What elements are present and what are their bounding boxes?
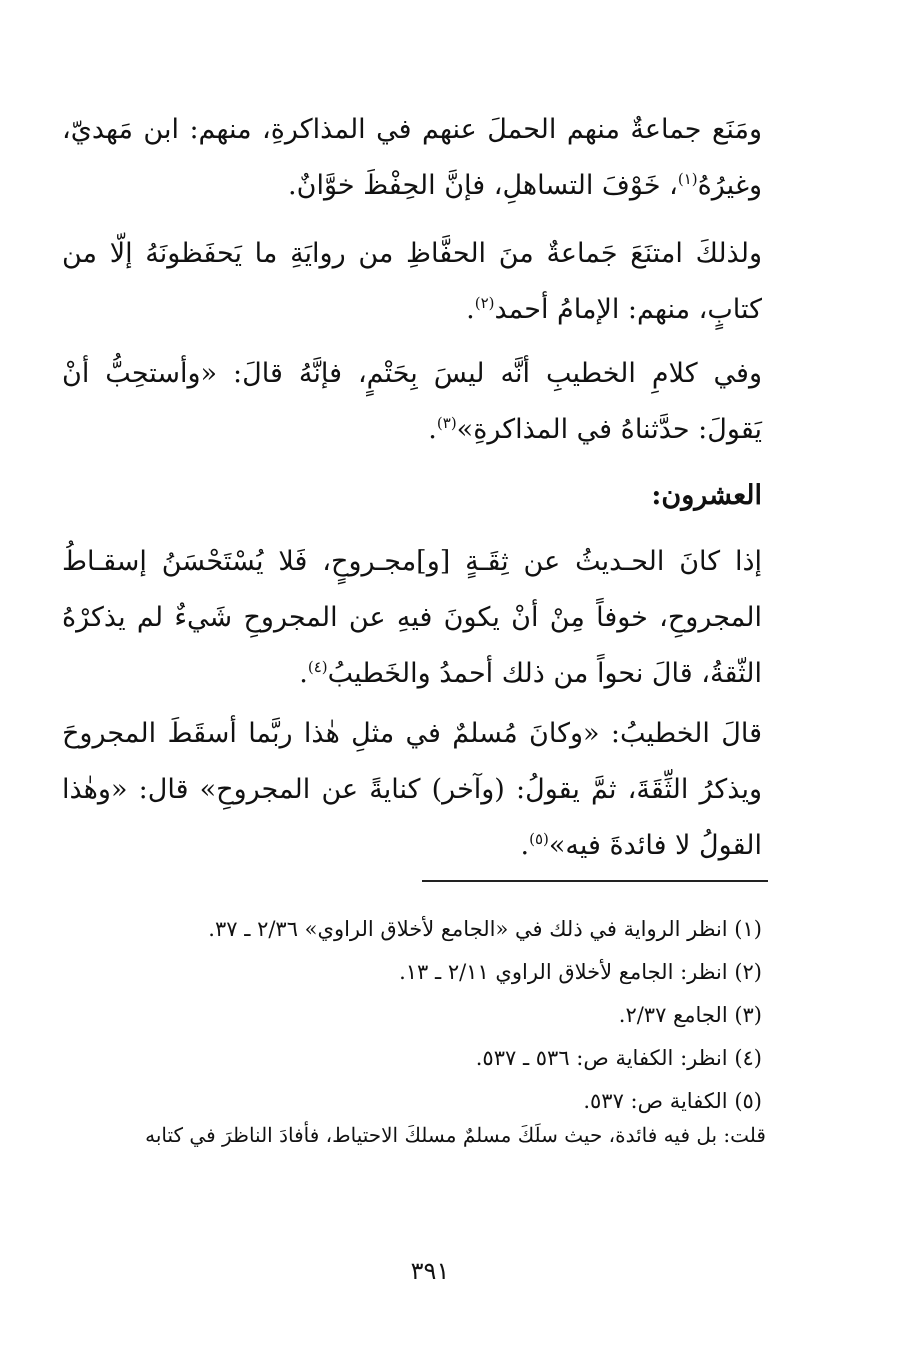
paragraph-tail: . [299, 658, 308, 689]
paragraph-tail: . [466, 294, 475, 325]
footnote-ref-4[interactable]: (٤) [307, 658, 328, 676]
footnote-ref-2[interactable]: (٢) [474, 294, 495, 312]
footnote-3: (٣) الجامع ٢/٣٧. [618, 1003, 762, 1027]
paragraph-4 [62, 534, 762, 702]
paragraph-tail: . [520, 830, 530, 861]
paragraph-text: ولذلكَ امتنَعَ جَماعةٌ منَ الحفَّاظِ من روايَةِ ما يَحفَظونَهُ إلّا من كتابٍ، منهم: الإمامُ أحمد [62, 238, 762, 325]
footnote-1: (١) انظر الرواية في ذلك في «الجامع لأخلاق الراوي» ٢/٣٦ ـ ٣٧. [208, 917, 762, 941]
paragraph-text: وفي كلامِ الخطيبِ أنَّه ليسَ بِحَتْمٍ، فإنَّهُ قالَ: «وأستحِبُّ أنْ يَقولَ: حدَّثناهُ في المذاكرةِ» [62, 358, 762, 445]
paragraph-text: ومَنَع جماعةٌ منهم الحملَ عنهم في المذاكرةِ، منهم: ابن مَهديّ، وغيرُهُ [62, 114, 762, 201]
paragraph-tail: ، خَوْفَ التساهلِ، فإنَّ الحِفْظَ خوَّانٌ. [288, 170, 678, 201]
paragraph-text: إذا كانَ الحـديثُ عن ثِقَـةٍ [و]مجـروحٍ، فَلا يُسْتَحْسَنُ إسقـاطُ المجروحِ، خوفاً مِنْ أنْ يكونَ فيهِ عن المجروحِ شَيءٌ لم يذكرْهُ الثّقةُ، قالَ نحواً من ذلك أحمدُ والخَطيبُ [62, 546, 762, 689]
footnote-5: (٥) الكفاية ص: ٥٣٧. [583, 1089, 762, 1113]
footnote-ref-1[interactable]: (١) [677, 170, 698, 188]
paragraph-1 [62, 102, 762, 214]
section-heading: العشرون: [651, 480, 762, 511]
footnote-4: (٤) انظر: الكفاية ص: ٥٣٦ ـ ٥٣٧. [475, 1046, 762, 1070]
footnote-ref-3[interactable]: (٣) [436, 414, 457, 432]
paragraph-3 [62, 346, 762, 458]
paragraph-5 [62, 706, 762, 874]
paragraph-text: قالَ الخطيبُ: «وكانَ مُسلمٌ في مثلِ هٰذا ربَّما أسقَطَ المجروحَ ويذكرُ الثِّقَةَ، ثمَّ يقولُ: (وآخر) كنايةً عن المجروحِ» قال: «وهٰذا القولُ لا فائدةَ فيه» [62, 718, 762, 861]
paragraph-2 [62, 226, 762, 338]
footnotes-list [62, 908, 766, 1153]
footnote-ref-5[interactable]: (٥) [529, 830, 549, 848]
footnote-continuation: قلت: بل فيه فائدة، حيث سلَكَ مسلمٌ مسلكَ الاحتياط، فأفادَ الناظرَ في كتابه [145, 1123, 766, 1147]
footnote-divider [422, 880, 768, 882]
page-number: ٣٩١ [410, 1257, 450, 1285]
footnote-2: (٢) انظر: الجامع لأخلاق الراوي ٢/١١ ـ ١٣. [399, 960, 762, 984]
paragraph-tail: . [428, 414, 437, 445]
